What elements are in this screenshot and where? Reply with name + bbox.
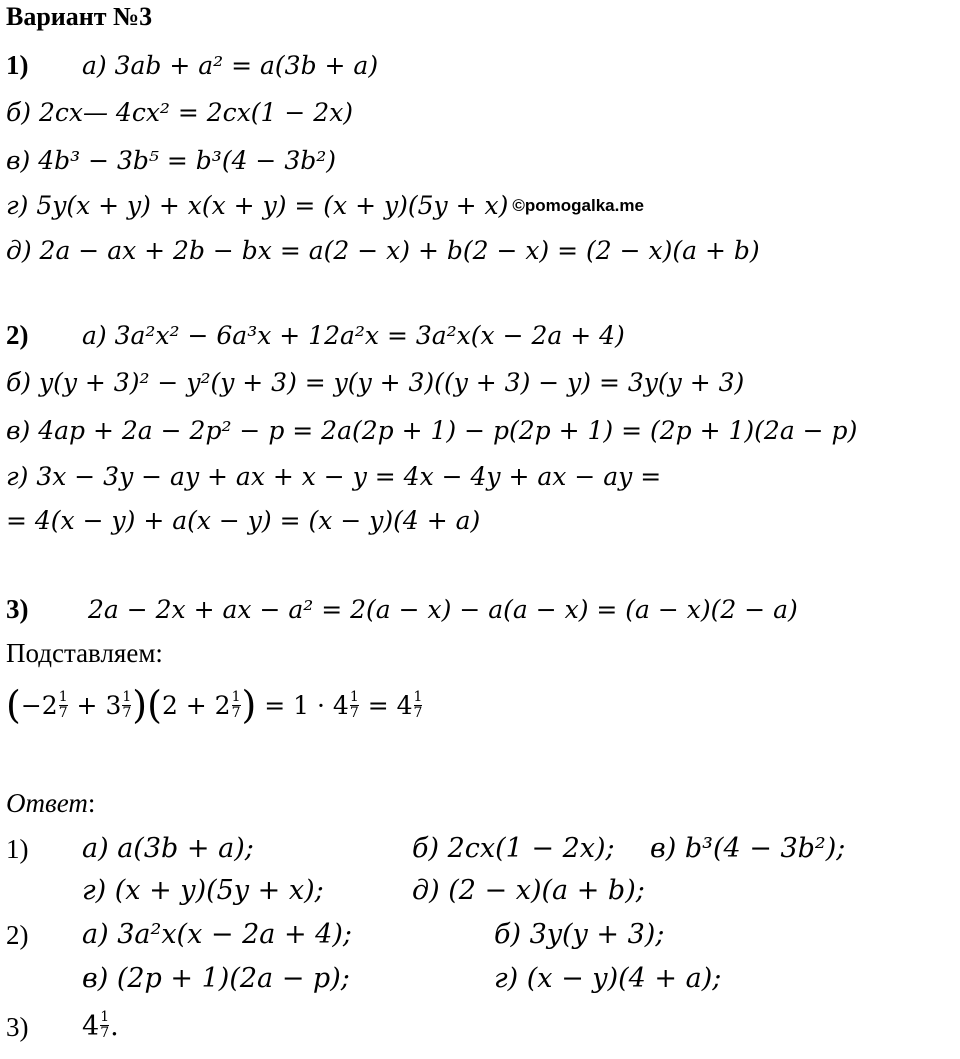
answer-colon: :: [87, 788, 96, 818]
page-title: Вариант №3: [6, 2, 153, 31]
task1-number: 1): [6, 50, 29, 80]
task2-v: в) 4ap + 2a − 2p² − p = 2a(2p + 1) − p(2p + 1) = (2p + 1)(2a − p): [6, 416, 858, 445]
answer1-a: а) a(3b + a);: [82, 833, 254, 864]
paren-open: (: [147, 683, 162, 727]
answer-heading: [6, 786, 95, 820]
answer3-number: 3): [6, 1012, 29, 1042]
calc-term: = 1 · 4: [256, 691, 349, 720]
fraction: $\frac{1}{7}$: [349, 689, 359, 721]
fraction: $\frac{1}{7}$: [231, 689, 241, 721]
task1-a: а) 3ab + a² = a(3b + a): [82, 51, 379, 80]
answer3-value: [82, 1010, 119, 1044]
task2-line-a: [6, 318, 625, 353]
task2-b: б) y(y + 3)² − y²(y + 3) = y(y + 3)((y + 3) − y) = 3y(y + 3): [6, 368, 745, 397]
task3-number: 3): [6, 594, 29, 624]
task1-g: г) 5y(x + y) + x(x + y) = (x + y)(5y + x): [6, 191, 509, 220]
task1-v: в) 4b³ − 3b⁵ = b³(4 − 3b²): [6, 146, 337, 175]
answer1-v: в) b³(4 − 3b²);: [650, 833, 846, 864]
answer1-b: б) 2cx(1 − 2x);: [412, 833, 615, 864]
task1-line-g: [6, 188, 644, 223]
calc-term: 2 + 2: [161, 691, 231, 720]
fraction: $\frac{1}{7}$: [58, 689, 68, 721]
fraction: $\frac{1}{7}$: [122, 689, 132, 721]
task3-calc: [6, 683, 423, 727]
paren-close: ): [132, 683, 148, 727]
paren-close: ): [241, 683, 257, 727]
task1-b: б) 2cx— 4cx² = 2cx(1 − 2x): [6, 98, 354, 127]
task1-line-a: [6, 48, 378, 83]
task2-a: а) 3a²x² − 6a³x + 12a²x = 3a²x(x − 2a + 4): [82, 321, 625, 350]
fraction: $\frac{1}{7}$: [413, 689, 423, 721]
fraction: $\frac{1}{7}$: [100, 1009, 110, 1041]
watermark: ©pomogalka.me: [512, 196, 644, 215]
answer2-g: г) (x − y)(4 + a);: [494, 963, 722, 994]
answer1-g: г) (x + y)(5y + x);: [82, 875, 324, 906]
answer3-whole: 4: [82, 1011, 100, 1042]
task3-expr: 2a − 2x + ax − a² = 2(a − x) − a(a − x) = (a − x)(2 − a): [88, 595, 798, 624]
answer1-number: 1): [6, 834, 29, 864]
paren-open: (: [6, 683, 21, 727]
task3-line: [6, 592, 798, 627]
task2-g1: г) 3x − 3y − ay + ax + x − y = 4x − 4y + ax − ay =: [6, 462, 662, 491]
answer-label: Ответ: [6, 788, 88, 818]
calc-term: −2: [20, 691, 58, 720]
answer1-d: д) (2 − x)(a + b);: [412, 875, 645, 906]
task2-g2: = 4(x − y) + a(x − y) = (x − y)(4 + a): [6, 506, 481, 535]
answer2-b: б) 3y(y + 3);: [494, 919, 665, 950]
task2-number: 2): [6, 320, 29, 350]
calc-term: + 3: [68, 691, 122, 720]
calc-term: = 4: [359, 691, 413, 720]
answer2-number: 2): [6, 920, 29, 950]
substitute-label: Подставляем:: [6, 638, 163, 668]
answer3-end: .: [110, 1011, 119, 1042]
answer2-v: в) (2p + 1)(2a − p);: [82, 963, 350, 994]
answer2-a: а) 3a²x(x − 2a + 4);: [82, 919, 352, 950]
task1-d: д) 2a − ax + 2b − bx = a(2 − x) + b(2 − x) = (2 − x)(a + b): [6, 236, 760, 265]
